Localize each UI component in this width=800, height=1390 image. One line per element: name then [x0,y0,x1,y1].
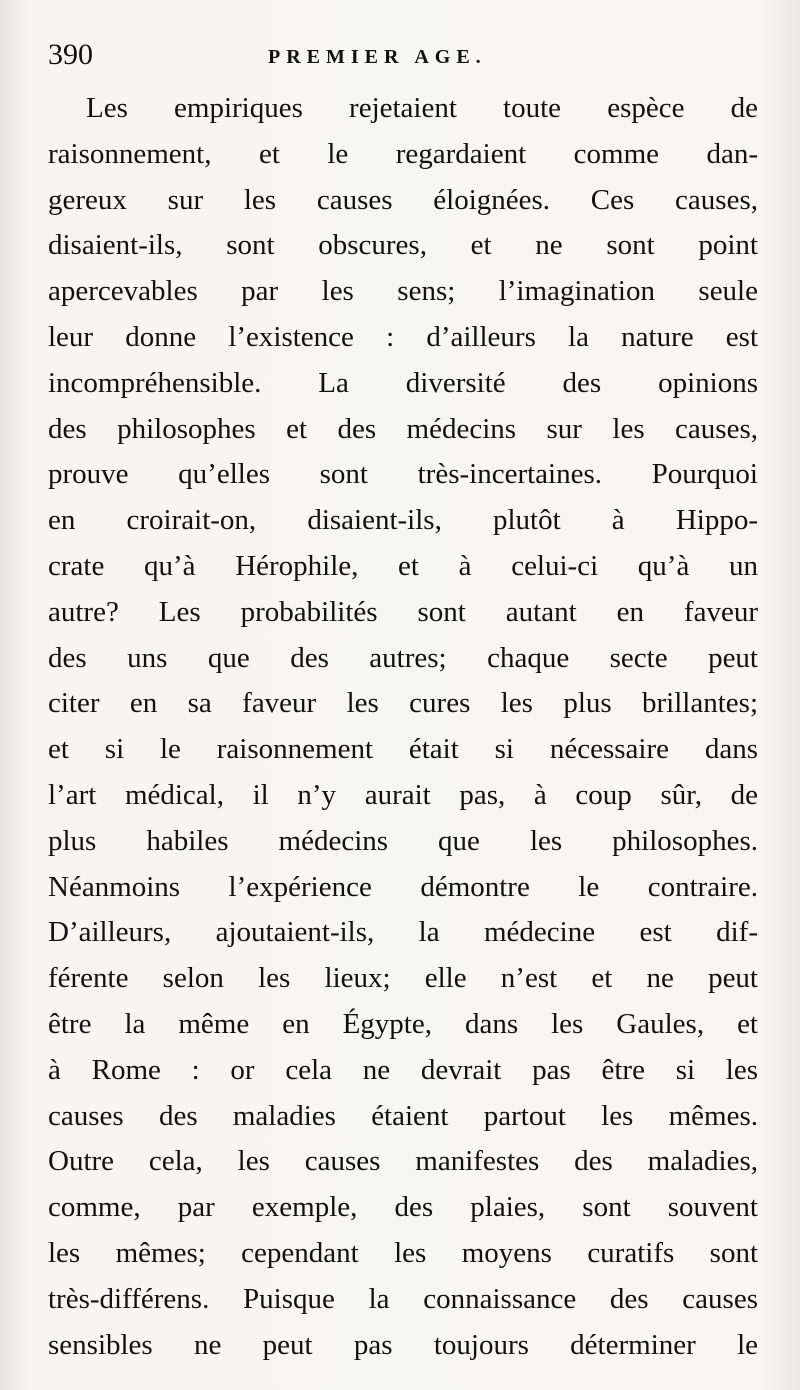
text-line: Néanmoins l’expérience démontre le contraire. [48,870,758,903]
text-line: disaient-ils, sont obscures, et ne sont point [48,229,758,262]
text-line: D’ailleurs, ajoutaient-ils, la médecine est dif- [48,916,758,949]
text-line: à Rome : or cela ne devrait pas être si les [48,1053,758,1086]
page-header [48,38,756,78]
text-line: sensibles ne peut pas toujours déterminer le [48,1328,758,1361]
text-line: très-différens. Puisque la connaissance des causes [48,1282,758,1315]
text-line: gereux sur les causes éloignées. Ces causes, [48,183,758,216]
text-line: être la même en Égypte, dans les Gaules, et [48,1007,758,1040]
text-line: l’art médical, il n’y aurait pas, à coup sûr, de [48,778,758,811]
text-line: des philosophes et des médecins sur les causes, [48,412,758,445]
text-line: autre? Les probabilités sont autant en faveur [48,595,758,628]
text-line: raisonnement, et le regardaient comme dan- [48,137,758,170]
text-line: Outre cela, les causes manifestes des maladies, [48,1145,758,1178]
text-line: les mêmes; cependant les moyens curatifs sont [48,1236,758,1269]
text-line: plus habiles médecins que les philosophes. [48,824,758,857]
text-line: comme, par exemple, des plaies, sont souvent [48,1191,758,1224]
text-line: Les empiriques rejetaient toute espèce de [86,92,758,124]
text-line: apercevables par les sens; l’imagination seule [48,275,758,308]
text-line: en croirait-on, disaient-ils, plutôt à Hippo- [48,504,758,537]
text-line: leur donne l’existence : d’ailleurs la nature est [48,320,758,353]
page-number: 390 [48,38,93,71]
body-text [48,86,758,1368]
text-line: prouve qu’elles sont très-incertaines. Pourquoi [48,458,758,491]
text-line: incompréhensible. La diversité des opinions [48,366,758,399]
text-line: crate qu’à Hérophile, et à celui-ci qu’à un [48,549,758,582]
text-line: citer en sa faveur les cures les plus brillantes; [48,687,758,720]
text-line: causes des maladies étaient partout les mêmes. [48,1099,758,1132]
text-line: des uns que des autres; chaque secte peut [48,641,758,674]
text-line: et si le raisonnement était si nécessaire dans [48,733,758,766]
running-head: PREMIER AGE. [268,46,487,68]
text-line: férente selon les lieux; elle n’est et ne peut [48,962,758,995]
